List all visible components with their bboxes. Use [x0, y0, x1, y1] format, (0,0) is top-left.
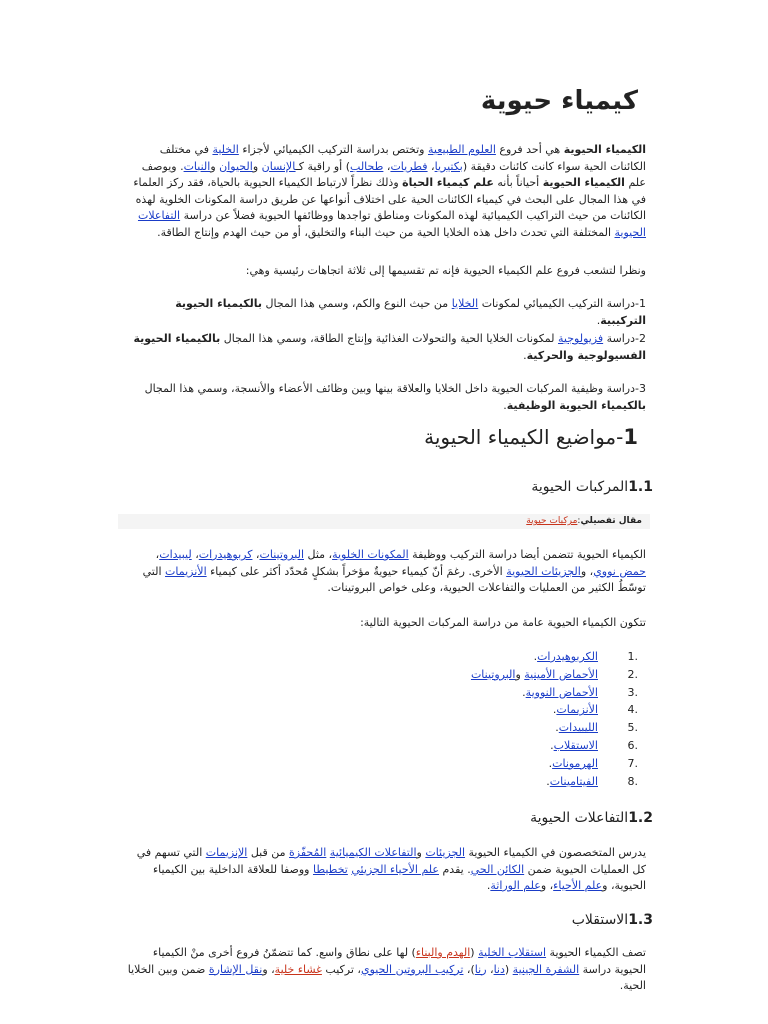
list-item — [471, 701, 638, 719]
link-animal[interactable]: الحيوان — [219, 159, 253, 173]
link-proteins[interactable]: البروتينات — [259, 548, 304, 561]
list-item-punct: . — [546, 774, 550, 788]
text: 3-دراسة وظيفية المركبات الحيوية داخل الخلايا والعلاقة بينها وبين وظائف الأعضاء والأنسجة، وسمي هذا المجال — [144, 382, 646, 395]
bold-term: بالكيمياء الحيوية الفسيولوجية والحركية — [133, 332, 646, 362]
text: ، مثل — [304, 548, 333, 561]
text: . ويوصف علم — [141, 159, 646, 189]
section-number: 1.3 — [628, 912, 653, 928]
list-item — [471, 684, 638, 702]
list-number: 1. — [627, 650, 638, 663]
text: هي أحد فروع — [495, 143, 564, 156]
list-number: 2. — [627, 667, 638, 681]
link-physiology[interactable]: فزيولوجية — [558, 332, 604, 345]
list-item-link[interactable]: الفيتامينات — [549, 774, 598, 788]
intro-paragraph — [126, 142, 646, 241]
section-heading-1-2 — [530, 810, 653, 826]
text: ) لها على نطاق واسع. كما تتضمّنُ فروع أخرى منْ الكيمياء الحيوية دراسة — [152, 946, 646, 976]
link-scheme[interactable]: تخطيطا — [312, 862, 348, 876]
link-biology[interactable]: علم الأحياء — [553, 879, 603, 892]
list-item-punct: . — [550, 738, 554, 752]
text: ، و — [262, 962, 275, 976]
text: وتختص بدراسة التركيب الكيميائي لأجزاء — [238, 143, 428, 156]
list-item-text — [555, 719, 598, 737]
list-item-text — [522, 684, 598, 702]
bold-term: الكيمياء الحيوية — [563, 143, 646, 156]
text: وذلك نظراً لارتباط الكيمياء الحيوية بالحياة، فقد ركز العلماء في هذا المجال على البحث في كيمياء الكائنات الحية على اختلاف أنواعها عن طريق دراسة المكونات الخلوية لهذه الكائنات من حيث التراكيب الكيميائية لهذه المكونات ومناطق تواجدها ووظائفها الحيوية فضلاً عن دراسة — [133, 176, 646, 222]
link-algae[interactable]: طحالب — [350, 159, 384, 173]
paragraph-reactions — [126, 845, 646, 895]
text: . يقدم — [439, 862, 471, 876]
main-article-label: مقال تفصيلي — [580, 516, 642, 526]
list-item-text — [534, 648, 598, 666]
list-item-punct: . — [522, 685, 526, 699]
list-number: 8. — [627, 774, 638, 788]
text: التي توسّطُ الكثير من العمليات والتفاعلات الحيوية، وعلى خواص البروتينات. — [142, 564, 646, 594]
text: ( — [470, 946, 479, 959]
section-title: الاستقلاب — [571, 912, 629, 928]
paragraph-list-intro: تتكون الكيمياء الحيوية عامة من دراسة المركبات الحيوية التالية: — [360, 616, 646, 629]
link-enzymes[interactable]: الأنزيمات — [165, 564, 207, 578]
list-item-text — [553, 701, 598, 719]
branch-item-3 — [126, 381, 646, 414]
bold-term: الكيمياء الحيوية — [542, 176, 625, 189]
list-item-link[interactable]: الأحماض النووية — [525, 685, 598, 699]
section-heading-1 — [424, 425, 638, 449]
list-number: 4. — [627, 703, 638, 717]
text: من حيث النوع والكم، وسمي هذا المجال — [262, 297, 452, 310]
list-item-punct: . — [548, 756, 553, 770]
text: الكيمياء الحيوية تتضمن أيضا دراسة التركيب ووظيفة — [408, 548, 646, 561]
link-human[interactable]: الإنسان — [261, 159, 296, 173]
text: 2-دراسة — [603, 332, 646, 345]
link-nucleic-acid[interactable]: حمض نووي — [593, 564, 646, 578]
list-item — [471, 648, 638, 666]
list-item — [471, 773, 638, 791]
branch-item-2 — [126, 331, 646, 364]
text: ) أو راقية كـ — [295, 159, 351, 173]
section-number: 1.2 — [628, 810, 653, 826]
list-item-text — [546, 773, 598, 791]
text: ، — [155, 548, 160, 561]
text: ووصفا للعلاقة الداخلية بين الكيمياء الحيوية، و — [152, 862, 646, 892]
list-item-text — [471, 666, 598, 684]
text: لمكونات الخلايا الحية والتحولات الغذائية وإنتاج الطاقة، وسمي هذا المجال — [220, 332, 559, 345]
text: ، و — [540, 879, 554, 892]
list-item-link[interactable]: الكربوهيدرات — [537, 650, 598, 663]
text: و — [252, 159, 262, 173]
bold-term: بالكيمياء الحيوية الوظيفية — [506, 398, 646, 412]
section-number: 1 — [623, 425, 638, 449]
paragraph-metabolism — [126, 945, 646, 995]
link-natural-sciences[interactable]: العلوم الطبيعية — [427, 143, 496, 156]
list-item-punct: و — [515, 667, 525, 681]
section-title: التفاعلات الحيوية — [530, 810, 629, 826]
link-rna[interactable]: رنا — [474, 962, 487, 976]
link-catalyzed[interactable]: المُحفّزة — [289, 846, 327, 859]
text: يدرس المتخصصون في الكيمياء الحيوية — [465, 846, 646, 859]
text: في مختلف الكائنات الحية سواء كانت كائنات دقيقة ( — [159, 143, 646, 173]
list-item-link[interactable]: البروتينات — [470, 667, 516, 681]
link-cells[interactable]: الخلايا — [451, 297, 479, 310]
list-item — [471, 666, 638, 684]
page-title: كيمياء حيوية — [480, 86, 638, 116]
list-item — [471, 755, 638, 773]
link-dna[interactable]: دنا — [493, 962, 505, 976]
text: ، — [383, 159, 391, 173]
main-article-note — [118, 514, 650, 529]
text: . — [596, 313, 601, 327]
colon: : — [577, 516, 581, 526]
list-item-text — [549, 755, 598, 773]
list-item-link[interactable]: الاستقلاب — [553, 738, 598, 752]
list-number: 3. — [627, 685, 638, 699]
text: و — [210, 159, 220, 173]
text: تصف الكيمياء الحيوية — [546, 946, 646, 959]
link-biological-reactions[interactable]: التفاعلات الحيوية — [137, 209, 646, 239]
list-number: 5. — [627, 721, 638, 735]
link-plant[interactable]: النبات — [183, 159, 211, 173]
text: ضمن وبين الخلايا الحية. — [127, 962, 646, 992]
link-biomolecules-article[interactable]: مركبات حيوية — [526, 516, 578, 526]
text: و — [416, 846, 426, 859]
list-item-punct: . — [552, 703, 557, 717]
list-item-link[interactable]: الليبيدات — [558, 721, 598, 735]
link-genetics[interactable]: علم الوراثة — [490, 879, 541, 892]
list-item — [471, 737, 638, 755]
list-item-punct: . — [533, 650, 538, 663]
text: أحياناً بأنه — [493, 176, 543, 189]
text: التي تسهم في كل العمليات الحيوية ضمن — [136, 846, 646, 876]
link-carbohydrates[interactable]: كربوهيدرات — [198, 548, 253, 561]
text: ، — [252, 548, 260, 561]
link-cell-membrane[interactable]: غشاء خلية — [274, 962, 322, 976]
list-item-link[interactable]: الأنزيمات — [556, 703, 598, 717]
text: ، و — [580, 564, 594, 578]
text: . — [486, 879, 491, 892]
link-molecular-biology[interactable]: علم الأحياء الجزيئي — [351, 862, 439, 876]
link-fungi[interactable]: فطريات — [390, 159, 428, 173]
link-signal-transduction[interactable]: نقل الإشارة — [208, 962, 263, 976]
link-cell[interactable]: الخلية — [212, 143, 239, 156]
link-cell-metabolism[interactable]: استقلاب الخلية — [478, 946, 547, 959]
text: ، — [427, 159, 435, 173]
section-heading-1-1 — [531, 479, 653, 495]
link-protein-biosynthesis[interactable]: تركيب البروتين الحيوي — [360, 962, 464, 976]
link-organism[interactable]: الكائن الحي — [470, 862, 525, 876]
text: ، تركيب — [321, 962, 361, 976]
link-catabolism-anabolism[interactable]: الهدم والبناء — [415, 946, 471, 959]
text: ، — [486, 962, 494, 976]
intro-paragraph-2: ونظرا لتشعب فروع علم الكيمياء الحيوية فإنه تم تقسيمها إلى ثلاثة اتجاهات رئيسية وهي: — [245, 264, 646, 277]
list-item-punct: . — [555, 721, 559, 735]
list-item-link[interactable]: الهرمونات — [552, 756, 598, 770]
section-title: المركبات الحيوية — [531, 479, 629, 495]
section-number: 1.1 — [628, 479, 653, 495]
text: المختلفة التي تحدث داخل هذه الخلايا الحية من حيث البناء والتخليق، أو من حيث الهدم وإنتاج الطاقة. — [157, 225, 615, 239]
list-item-text — [550, 737, 598, 755]
biomolecule-list — [471, 648, 638, 790]
text: ، — [191, 548, 199, 561]
paragraph-biomolecules — [126, 547, 646, 597]
text: . — [523, 348, 527, 362]
text: من قبل — [247, 846, 290, 859]
section-title: -مواضيع الكيمياء الحيوية — [424, 425, 624, 449]
link-chemical-reactions[interactable]: التفاعلات الكيميائية — [329, 846, 417, 859]
bold-term: علم كيمياء الحياة — [402, 176, 494, 189]
link-molecules[interactable]: الجزيئات — [425, 846, 466, 859]
list-number: 6. — [627, 738, 638, 752]
link-lipids[interactable]: ليبيدات — [159, 548, 192, 561]
branch-item-1 — [126, 296, 646, 329]
link-bacteria[interactable]: بكتيريا — [434, 159, 463, 173]
text: . — [503, 398, 507, 412]
link-biomolecules[interactable]: الجزيئات الحيوية — [506, 564, 581, 578]
link-cellular-components[interactable]: المكونات الخلوية — [332, 548, 409, 561]
list-item — [471, 719, 638, 737]
link-enzymes-2[interactable]: الإنزيمات — [205, 846, 248, 859]
bold-term: بالكيمياء الحيوية التركيبية — [175, 297, 646, 327]
list-item-link[interactable]: الأحماض الأمينية — [524, 667, 598, 681]
link-genetic-code[interactable]: الشفرة الجينية — [512, 962, 580, 976]
section-heading-1-3 — [572, 912, 653, 928]
text: )، — [463, 962, 475, 976]
text: 1-دراسة التركيب الكيميائي لمكونات — [478, 297, 646, 310]
text: الأخرى. رغمَ أنّ كيمياء حيويةٌ مؤخراً بشكلٍ مُحدّد أكثر على كيمياء — [206, 564, 507, 578]
list-number: 7. — [627, 756, 638, 770]
text: ( — [504, 962, 513, 976]
